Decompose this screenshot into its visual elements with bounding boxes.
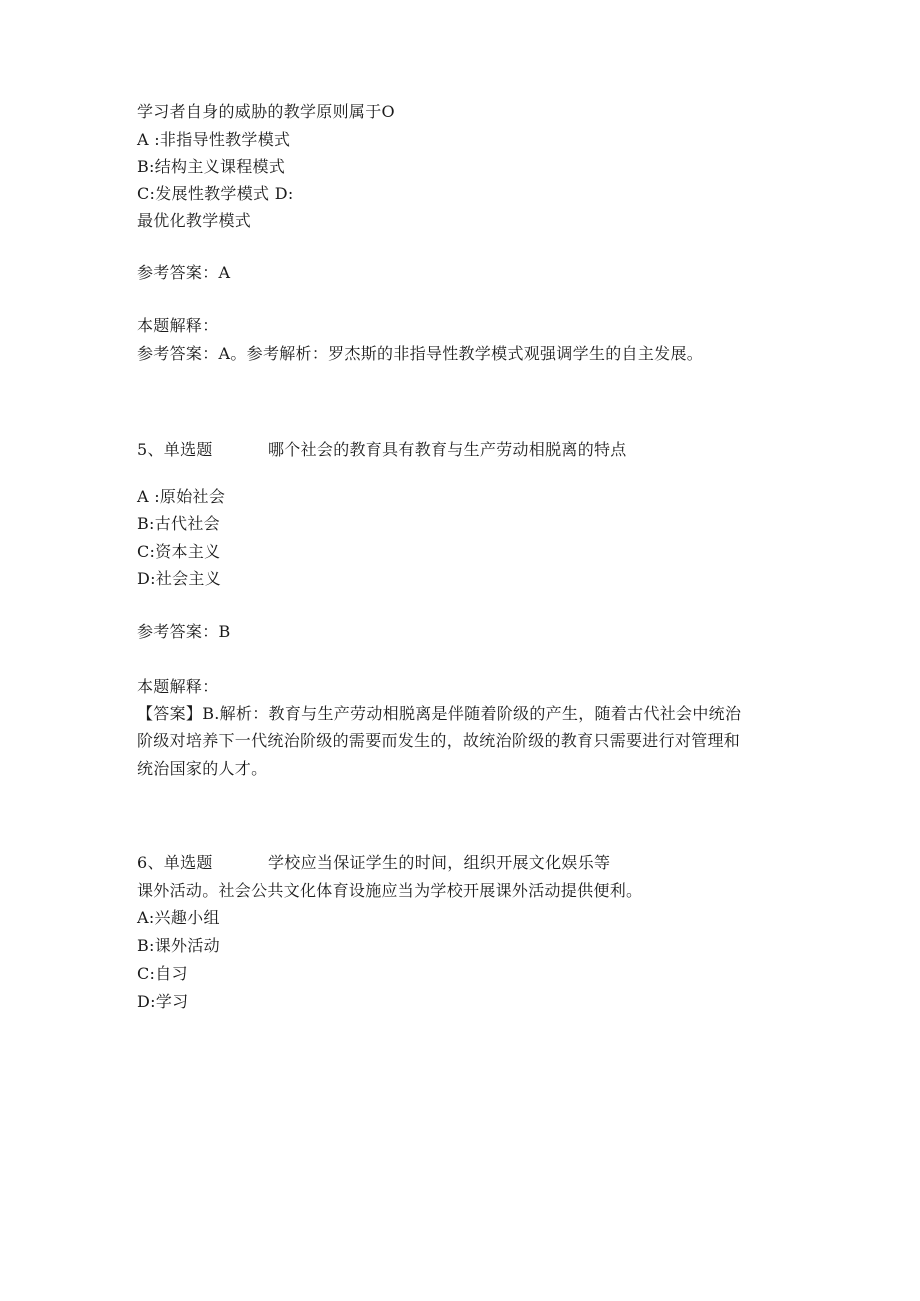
q5-number: 5、单选题 [137, 440, 213, 459]
q6-number: 6、单选题 [137, 853, 213, 872]
q5-option-c: C:资本主义 [137, 542, 221, 561]
q5-explain-line-1: 【答案】B.解析：教育与生产劳动相脱离是伴随着阶级的产生，随着古代社会中统治 [137, 704, 742, 723]
q4-explain-label: 本题解释： [137, 316, 219, 335]
q5-explain-line-3: 统治国家的人才。 [137, 759, 268, 778]
q5-option-b: B:古代社会 [137, 514, 220, 533]
q6-stem-line-1: 学校应当保证学生的时间，组织开展文化娱乐等 [268, 853, 611, 872]
q6-option-d: D:学习 [137, 992, 189, 1011]
q5-explain-line-2: 阶级对培养下一代统治阶级的需要而发生的，故统治阶级的教育只需要进行对管理和 [137, 731, 741, 750]
q5-stem: 哪个社会的教育具有教育与生产劳动相脱离的特点 [268, 440, 627, 459]
q5-answer: 参考答案：B [137, 622, 231, 641]
q4-option-c-d: C:发展性教学模式 D: [137, 184, 294, 203]
q4-explain-line-1: 参考答案：A。参考解析：罗杰斯的非指导性教学模式观强调学生的自主发展。 [137, 344, 704, 363]
q6-header [137, 853, 610, 873]
q4-option-b: B:结构主义课程模式 [137, 157, 286, 176]
q6-option-a: A:兴趣小组 [137, 908, 220, 927]
q6-option-b: B:课外活动 [137, 936, 220, 955]
q6-stem-line-2: 课外活动。社会公共文化体育设施应当为学校开展课外活动提供便利。 [137, 881, 643, 900]
q5-explain-label: 本题解释： [137, 677, 219, 696]
q4-answer: 参考答案：A [137, 263, 231, 282]
q4-option-a: A :非指导性教学模式 [137, 130, 291, 149]
q6-option-c: C:自习 [137, 964, 188, 983]
q5-header [137, 440, 627, 460]
q5-option-a: A :原始社会 [137, 487, 226, 506]
q4-stem: 学习者自身的威胁的教学原则属于O [137, 102, 395, 121]
q4-option-d-text: 最优化教学模式 [137, 211, 252, 230]
q5-option-d: D:社会主义 [137, 569, 222, 588]
